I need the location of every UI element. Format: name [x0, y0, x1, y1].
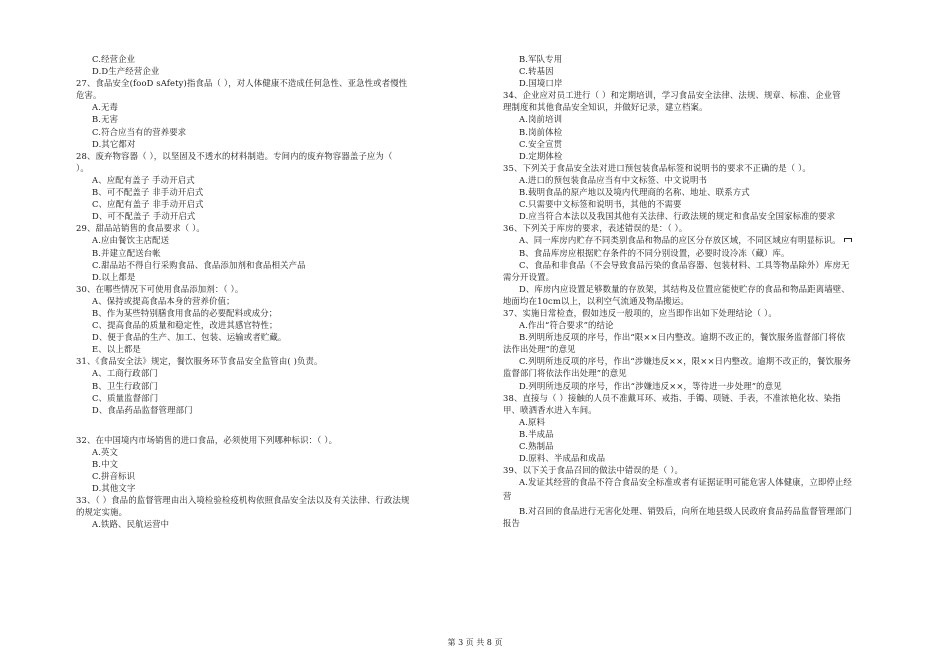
question-text-line: 甲、喷洒香水进入车间。 — [503, 404, 597, 415]
answer-option-line: A.岗前培训 — [519, 114, 563, 125]
answer-option-line: D.列明所违反项的序号，作出“涉嫌违反××，等待进一步处理”的意见 — [519, 380, 782, 391]
answer-option-line: A、同一库房内贮存不同类别食品和物品的应区分存放区域，不同区域应有明显标识。 — [503, 234, 913, 246]
answer-option-line: A.无毒 — [92, 102, 119, 113]
answer-option-line: D、可不配盖子 手动开启式 — [92, 211, 196, 222]
left-column — [76, 53, 486, 531]
question-text-line: ）。 — [76, 162, 89, 173]
answer-option-line: C.符合应当有的营养要求 — [92, 126, 187, 137]
question-text-line: 28、废弃物容器（ ），以坚固及不透水的材料制造。专间内的废弃物容器盖子应为（ — [76, 150, 393, 161]
answer-option-line: A、应配有盖子 手动开启式 — [92, 174, 195, 185]
answer-option-line: B.半成品 — [519, 428, 554, 439]
answer-option-line: B.军队专用 — [519, 54, 563, 64]
answer-option-line: B.载明食品的原产地以及境内代理商的名称、地址、联系方式 — [519, 187, 750, 198]
answer-option-line: A.原料 — [519, 416, 546, 427]
right-column — [503, 53, 913, 530]
question-text-line: 33、（ ）食品的监督管理由出入境检验检疫机构依照食品安全法以及有关法律、行政法规 — [76, 495, 410, 506]
answer-option-line: A、工商行政部门 — [92, 368, 158, 379]
answer-option-line: B.对召回的食品进行无害化处理、销毁后，向所在地县级人民政府食品药品监督管理部门 — [519, 506, 853, 517]
answer-option-line: E、以上都是 — [92, 344, 141, 355]
answer-option-line: C.熟制品 — [519, 441, 554, 451]
answer-option-line: D.应当符合本法以及我国其他有关法律、行政法规的规定和食品安全国家标准的要求 — [519, 211, 836, 222]
answer-option-line: A.铁路、民航运营中 — [92, 519, 170, 530]
answer-option-line: B.中文 — [92, 459, 119, 469]
question-text-line: 监督部门将依法作出处理”的意见 — [503, 368, 627, 379]
answer-option-line: C、提高食品的质量和稳定性，改进其感官特性； — [92, 320, 278, 331]
question-text-line: 38、直接与（ ）接触的人员不准戴耳环、戒指、手镯、项链、手表，不准浓艳化妆、染指 — [503, 392, 841, 403]
question-text-line: 29、甜品站销售的食品要求（ ）。 — [76, 223, 205, 234]
answer-option-line: A.进口的预包装食品应当有中文标签、中文说明书 — [519, 174, 708, 185]
answer-option-line: A.应由餐饮主店配送 — [92, 235, 170, 246]
answer-option-line: B.列明所违反项的序号，作出“限××日内整改。逾期不改正的，餐饮服务监督部门将依 — [519, 332, 846, 343]
answer-option-line: B.无害 — [92, 114, 119, 125]
question-text-line: 地面均在10cm以上，以利空气流通及物品搬运。 — [503, 295, 689, 306]
question-text-line: 32、在中国境内市场销售的进口食品，必须使用下列哪种标识：（ ）。 — [76, 434, 338, 445]
question-text-line: 39、以下关于食品召回的做法中错误的是（ ）。 — [503, 465, 684, 476]
question-text-line: 报告 — [503, 518, 521, 529]
answer-option-line: C.转基因 — [519, 66, 554, 77]
answer-option-line: A.英文 — [92, 446, 119, 457]
answer-option-line: D.以上都是 — [92, 271, 136, 282]
answer-option-line: D、食品药品监督管理部门 — [92, 404, 193, 415]
answer-option-line: A.作出“符合要求”的结论 — [519, 320, 614, 331]
answer-option-line: C.安全宣贯 — [519, 138, 563, 149]
answer-option-line: C、食品和非食品（不会导致食品污染的食品容器、包装材料、工具等物品除外）库房无 — [519, 259, 850, 270]
question-text-line: 37、实施日常检查，假如违反一般项的，应当即作出如下处理结论（ ）。 — [503, 307, 777, 318]
answer-option-line: C.只需要中文标签和说明书，其他的不需要 — [519, 199, 682, 210]
question-text-line — [76, 416, 486, 434]
answer-option-line: C、质量监督部门 — [92, 392, 159, 403]
answer-option-line: B、食品库房应根据贮存条件的不同分别设置，必要时设冷冻（藏）库。 — [519, 247, 790, 258]
question-text-line: 危害。 — [76, 90, 102, 101]
question-text-line: 27、食品安全(fooD sAfety)指食品（ ），对人体健康不造成任何急性、亚急性或者慢性 — [76, 78, 408, 89]
answer-option-line: B、可不配盖子 非手动开启式 — [92, 187, 204, 198]
answer-option-line: B.岗前体检 — [519, 126, 563, 137]
question-text-line: 需分开设置。 — [503, 271, 555, 282]
answer-option-line: D.D生产经营企业 — [92, 66, 160, 77]
question-text-line: 营 — [503, 491, 512, 502]
answer-option-line: C.拼音标识 — [92, 471, 136, 482]
question-text-line: 34、企业应对员工进行（ ）和定期培训，学习食品安全法律、法规、规章、标准、企业管 — [503, 90, 841, 101]
answer-option-line: C、应配有盖子 非手动开启式 — [92, 199, 204, 210]
answer-option-line: D.定期体检 — [519, 150, 563, 161]
answer-option-line: C.经营企业 — [92, 54, 136, 64]
question-text-line: 法作出处理”的意见 — [503, 344, 576, 355]
answer-option-line: D.原料、半成品和成品 — [519, 453, 606, 464]
answer-option-line: B、卫生行政部门 — [92, 380, 158, 391]
answer-option-line: B、作为某些特别膳食用食品的必要配料或成分； — [92, 307, 278, 318]
answer-option-line: A.发证其经营的食品不符合食品安全标准或者有证据证明可能危害人体健康，立即停止经 — [519, 477, 852, 488]
answer-option-line: A、保持或提高食品本身的营养价值； — [92, 295, 235, 306]
question-text-line: 30、在哪些情况下可使用食品添加剂：（ ）。 — [76, 283, 244, 294]
question-text-line: 31、《食品安全法》规定，餐饮服务环节食品安全监管由( )负责。 — [76, 356, 323, 367]
page-footer: 第 3 页 共 8 页 — [447, 638, 503, 647]
answer-option-line: B.并建立配送台帐 — [92, 247, 161, 258]
answer-option-line: C.甜品站不得自行采购食品、食品添加剂和食品相关产品 — [92, 259, 306, 270]
margin-mark-icon — [844, 238, 852, 242]
question-text-line: 35、下列关于食品安全法对进口预包装食品标签和说明书的要求不正确的是（ ）。 — [503, 162, 811, 173]
answer-option-line: D、便于食品的生产、加工、包装、运输或者贮藏。 — [92, 332, 287, 343]
question-text-line: 36、下列关于库房的要求，表述错误的是：（ ）。 — [503, 223, 688, 234]
answer-option-line: D.其它都对 — [92, 138, 136, 149]
question-text-line: 的规定实施。 — [76, 507, 128, 518]
answer-option-line: D.其他文字 — [92, 483, 136, 494]
answer-option-line: C.列明所违反项的序号，作出“涉嫌违反××，限××日内整改。逾期不改正的，餐饮服务 — [519, 356, 852, 367]
answer-option-line: D.国境口岸 — [519, 78, 563, 89]
question-text-line: 理制度和其他食品安全知识，并做好记录，建立档案。 — [503, 102, 708, 113]
answer-option-line: D、库房内应设置足够数量的存放架，其结构及位置应能使贮存的食品和物品距离墙壁、 — [519, 283, 850, 294]
